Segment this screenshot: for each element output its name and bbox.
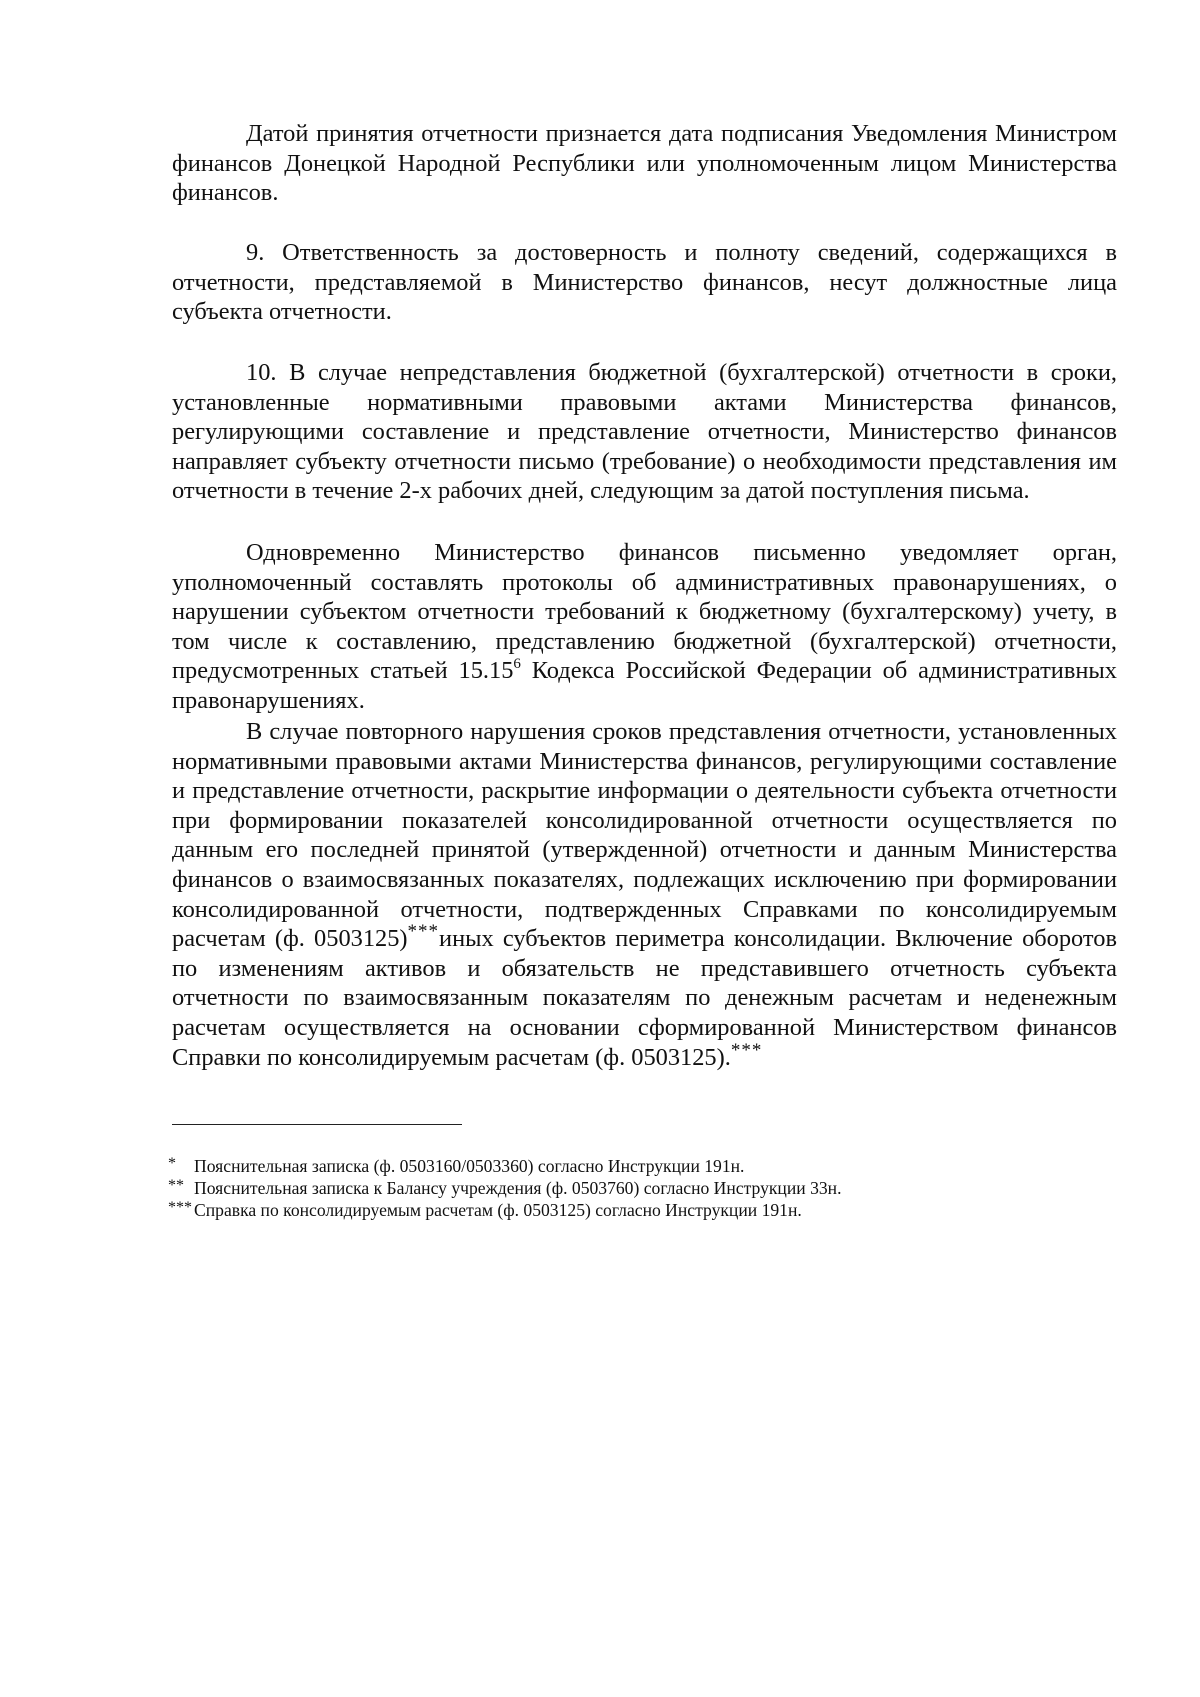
footnote-text: Пояснительная записка к Балансу учреждения (ф. 0503760) согласно Инструкции 33н. — [194, 1178, 842, 1198]
paragraph-notification — [172, 538, 1117, 716]
footnote-text: Справка по консолидируемым расчетам (ф. 0503125) согласно Инструкции 191н. — [194, 1200, 802, 1220]
paragraph-item-10 — [172, 358, 1117, 506]
footnote-item: ** Пояснительная записка к Балансу учреждения (ф. 0503760) согласно Инструкции 33н. — [168, 1177, 842, 1198]
paragraph-text: 9. Ответственность за достоверность и полноту сведений, содержащихся в отчетности, представляемой в Министерство финансов, несут должностные лица субъекта отчетности. — [172, 239, 1117, 326]
footnote-reference-mark[interactable]: *** — [730, 1039, 763, 1061]
paragraph-text-continued: Кодекса Российской Федерации об административных правонарушениях. — [172, 657, 1117, 714]
paragraph-text: Датой принятия отчетности признается дата подписания Уведомления Министром финансов Донецкой Народной Республики или уполномоченным лицом Министерства финансов. — [172, 120, 1117, 207]
footnote-text: Пояснительная записка (ф. 0503160/0503360) согласно Инструкции 191н. — [194, 1156, 745, 1176]
paragraph-text: 10. В случае непредставления бюджетной (бухгалтерской) отчетности в сроки, установленные нормативными правовыми актами Министерства финансов, регулирующими составление и представление отчетности, Министерство финансов направляет субъекту отчетности письмо (требование) о необходимости представления им отчетности в течение 2-х рабочих дней, следующим за датой поступления письма. — [172, 359, 1117, 505]
footnote-reference-mark[interactable]: *** — [407, 921, 440, 943]
footnote-item: *** Справка по консолидируемым расчетам (ф. 0503125) согласно Инструкции 191н. — [168, 1199, 802, 1220]
paragraph-text: В случае повторного нарушения сроков представления отчетности, установленных нормативными правовыми актами Министерства финансов, регулирующими составление и представление отчетности, раскрытие информации о деятельности субъекта отчетности при формировании показателей консолидированной отчетности осуществляется по данным его последней принятой (утвержденной) отчетности и данным Министерства финансов о взаимосвязанных показателях, подлежащих исключению при формировании консолидированной отчетности, подтвержденных Справками по консолидируемым расчетам (ф. 0503125) — [172, 718, 1117, 953]
paragraph-text: Одновременно Министерство финансов письменно уведомляет орган, уполномоченный составлять протоколы об административных правонарушениях, о нарушении субъектом отчетности требований к бюджетному (бухгалтерскому) учету, в том числе к составлению, представлению бюджетной (бухгалтерской) отчетности, предусмотренных статьей 15.15 — [172, 539, 1117, 685]
paragraph-repeated-violation — [172, 717, 1117, 1072]
footnote-item: * Пояснительная записка (ф. 0503160/0503360) согласно Инструкции 191н. — [168, 1155, 745, 1176]
footnote-separator — [172, 1124, 462, 1125]
paragraph-acceptance-date — [172, 119, 1117, 208]
paragraph-item-9 — [172, 238, 1117, 327]
footnotes-list — [168, 1155, 1068, 1221]
superscript-article-index: 6 — [513, 656, 521, 673]
paragraph-text-continued: иных субъектов периметра консолидации. Включение оборотов по изменениям активов и обязательств не представившего отчетность субъекта отчетности по взаимосвязанным показателям по денежным расчетам и неденежным расчетам осуществляется на основании сформированной Министерством финансов Справки по консолидируемым расчетам (ф. 0503125). — [172, 925, 1117, 1071]
